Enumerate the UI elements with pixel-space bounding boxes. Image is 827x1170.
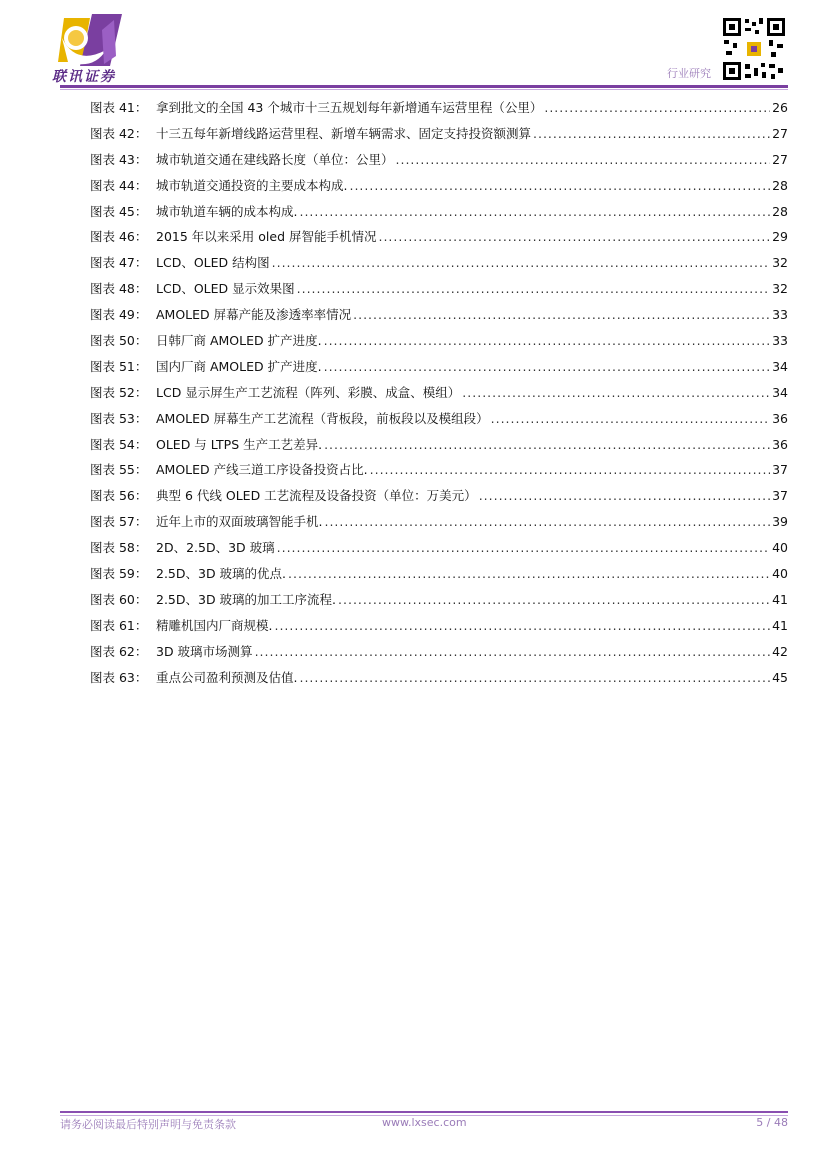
toc-entry[interactable]: [90, 98, 788, 124]
toc-title: 日韩厂商 AMOLED 扩产进度.: [156, 333, 322, 349]
toc-title: 2.5D、3D 玻璃的加工工序流程.: [156, 591, 337, 607]
toc-label: 图表 50：: [90, 333, 148, 349]
toc-title: 精雕机国内厂商规模.: [156, 617, 273, 633]
toc-entry[interactable]: [90, 668, 788, 694]
toc-label: 图表 59：: [90, 566, 148, 582]
toc-page: 36: [772, 436, 788, 452]
toc-title: 城市轨道交通在建线路长度（单位：公里）: [156, 151, 394, 167]
toc-entry[interactable]: [90, 124, 788, 150]
toc-leader: [299, 670, 770, 685]
toc-entry[interactable]: [90, 486, 788, 512]
toc-leader: [533, 126, 770, 141]
toc-label: 图表 48：: [90, 281, 148, 297]
toc-label: 图表 47：: [90, 255, 148, 271]
header-divider-thin: [60, 89, 788, 90]
toc-page: 33: [772, 333, 788, 349]
toc-page: 36: [772, 410, 788, 426]
toc-label: 图表 46：: [90, 229, 148, 245]
toc-entry[interactable]: [90, 460, 788, 486]
toc-leader: [349, 178, 770, 193]
toc-page: 34: [772, 358, 788, 374]
toc-page: 45: [772, 669, 788, 685]
toc-leader: [324, 359, 771, 374]
toc-title: AMOLED 屏幕生产工艺流程（背板段，前板段以及模组段）: [156, 410, 489, 426]
toc-page: 29: [772, 229, 788, 245]
toc-leader: [338, 592, 770, 607]
toc-entry[interactable]: [90, 564, 788, 590]
toc-title: LCD、OLED 结构图: [156, 255, 270, 271]
toc-leader: [370, 462, 770, 477]
toc-leader: [297, 281, 770, 296]
toc-title: AMOLED 屏幕产能及渗透率率情况: [156, 307, 352, 323]
toc-title: 2.5D、3D 玻璃的优点.: [156, 566, 287, 582]
toc-label: 图表 44：: [90, 177, 148, 193]
toc-leader: [324, 333, 771, 348]
toc-label: 图表 43：: [90, 151, 148, 167]
toc-page: 37: [772, 462, 788, 478]
toc-title: LCD 显示屏生产工艺流程（阵列、彩膜、成盒、模组）: [156, 384, 461, 400]
toc-label: 图表 53：: [90, 410, 148, 426]
toc-leader: [324, 514, 770, 529]
toc-entry[interactable]: [90, 383, 788, 409]
toc-title: 2015 年以来采用 oled 屏智能手机情况: [156, 229, 377, 245]
toc-label: 图表 49：: [90, 307, 148, 323]
toc-page: 41: [772, 591, 788, 607]
toc-page: 28: [772, 203, 788, 219]
toc-page: 32: [772, 281, 788, 297]
toc-leader: [288, 566, 770, 581]
toc-entry[interactable]: [90, 305, 788, 331]
toc-page: 28: [772, 177, 788, 193]
toc-leader: [272, 255, 770, 270]
toc-title: LCD、OLED 显示效果图: [156, 281, 295, 297]
toc-label: 图表 54：: [90, 436, 148, 452]
toc-entry[interactable]: [90, 512, 788, 538]
toc-label: 图表 63：: [90, 669, 148, 685]
toc-page: 26: [772, 100, 788, 115]
toc-label: 图表 45：: [90, 203, 148, 219]
toc-label: 图表 58：: [90, 540, 148, 556]
toc-page: 33: [772, 307, 788, 323]
toc-title: 国内厂商 AMOLED 扩产进度.: [156, 358, 322, 374]
toc-page: 40: [772, 566, 788, 582]
toc-entry[interactable]: [90, 202, 788, 228]
toc-leader: [274, 618, 770, 633]
figure-list: [90, 98, 788, 693]
toc-entry[interactable]: [90, 590, 788, 616]
toc-entry[interactable]: [90, 642, 788, 668]
toc-page: 41: [772, 617, 788, 633]
toc-entry[interactable]: [90, 331, 788, 357]
toc-page: 39: [772, 514, 788, 530]
toc-label: 图表 62：: [90, 643, 148, 659]
toc-label: 图表 56：: [90, 488, 148, 504]
toc-page: 42: [772, 643, 788, 659]
page-header: [0, 0, 827, 92]
toc-title: AMOLED 产线三道工序设备投资占比.: [156, 462, 368, 478]
header-divider: [60, 85, 788, 88]
footer-disclaimer: 请务必阅读最后特别声明与免责条款: [60, 1118, 236, 1131]
toc-entry[interactable]: [90, 253, 788, 279]
toc-label: 图表 61：: [90, 617, 148, 633]
toc-title: 城市轨道交通投资的主要成本构成.: [156, 177, 348, 193]
toc-entry[interactable]: [90, 150, 788, 176]
toc-entry[interactable]: [90, 227, 788, 253]
toc-page: 34: [772, 384, 788, 400]
toc-leader: [324, 437, 770, 452]
toc-label: 图表 51：: [90, 358, 148, 374]
toc-label: 图表 55：: [90, 462, 148, 478]
toc-entry[interactable]: [90, 435, 788, 461]
toc-title: 拿到批文的全国 43 个城市十三五规划每年新增通车运营里程（公里）: [156, 100, 543, 115]
toc-page: 27: [772, 125, 788, 141]
toc-leader: [544, 100, 770, 115]
toc-entry[interactable]: [90, 409, 788, 435]
toc-leader: [462, 385, 770, 400]
toc-leader: [396, 152, 771, 167]
toc-entry[interactable]: [90, 538, 788, 564]
toc-label: 图表 41：: [90, 100, 148, 115]
toc-entry[interactable]: [90, 357, 788, 383]
toc-entry[interactable]: [90, 279, 788, 305]
toc-leader: [353, 307, 770, 322]
qr-code-icon: [721, 16, 787, 82]
footer-website-link[interactable]: www.lxsec.com: [382, 1116, 467, 1129]
toc-label: 图表 42：: [90, 125, 148, 141]
toc-title: 十三五每年新增线路运营里程、新增车辆需求、固定支持投资额测算: [156, 125, 532, 141]
toc-entry[interactable]: [90, 176, 788, 202]
toc-entry[interactable]: [90, 616, 788, 642]
toc-label: 图表 52：: [90, 384, 148, 400]
toc-leader: [378, 229, 770, 244]
toc-page: 40: [772, 540, 788, 556]
footer-divider: [60, 1111, 788, 1113]
toc-title: 城市轨道车辆的成本构成.: [156, 203, 298, 219]
toc-leader: [491, 411, 770, 426]
toc-leader: [277, 540, 770, 555]
toc-title: 典型 6 代线 OLED 工艺流程及设备投资（单位：万美元）: [156, 488, 477, 504]
toc-title: 近年上市的双面玻璃智能手机.: [156, 514, 323, 530]
toc-page: 32: [772, 255, 788, 271]
toc-title: 3D 玻璃市场测算: [156, 643, 253, 659]
footer-page-number: 5 / 48: [756, 1116, 788, 1129]
toc-title: OLED 与 LTPS 生产工艺差异.: [156, 436, 323, 452]
report-category: 行业研究: [667, 67, 711, 80]
toc-page: 27: [772, 151, 788, 167]
toc-label: 图表 60：: [90, 591, 148, 607]
toc-label: 图表 57：: [90, 514, 148, 530]
toc-page: 37: [772, 488, 788, 504]
toc-leader: [479, 488, 770, 503]
toc-title: 重点公司盈利预测及估值.: [156, 669, 298, 685]
toc-title: 2D、2.5D、3D 玻璃: [156, 540, 275, 556]
toc-leader: [299, 204, 770, 219]
toc-leader: [255, 644, 771, 659]
logo-text: 联讯证券: [52, 69, 116, 85]
